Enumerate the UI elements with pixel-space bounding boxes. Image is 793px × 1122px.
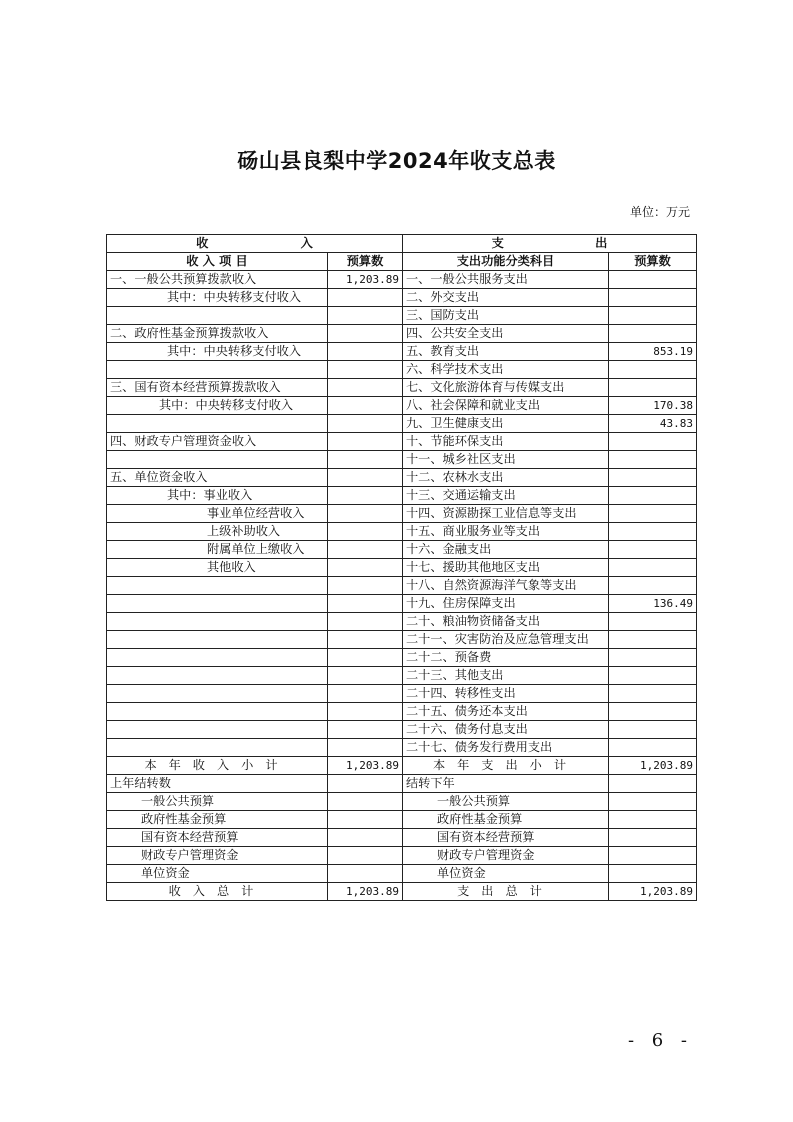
- expense-item: 十二、农林水支出: [403, 469, 609, 487]
- table-row: [107, 325, 697, 343]
- table-row: [107, 487, 697, 505]
- income-item: [107, 703, 328, 721]
- expense-amount: [609, 739, 697, 757]
- income-amount: [328, 631, 403, 649]
- expense-amount: [609, 541, 697, 559]
- expense-item: 十八、自然资源海洋气象等支出: [403, 577, 609, 595]
- expense-subtotal-label: 本年支出小计: [403, 757, 609, 775]
- income-item: [107, 721, 328, 739]
- income-item-header: 收 入 项 目: [107, 253, 328, 271]
- table-row: [107, 631, 697, 649]
- expense-carry-item: 财政专户管理资金: [403, 847, 609, 865]
- expense-item: 十、节能环保支出: [403, 433, 609, 451]
- expense-amount: [609, 433, 697, 451]
- income-item: 其他收入: [107, 559, 328, 577]
- expense-item: 二十六、债务付息支出: [403, 721, 609, 739]
- expense-amount: [609, 271, 697, 289]
- income-carry-amount: [328, 793, 403, 811]
- expense-item: 二十四、转移性支出: [403, 685, 609, 703]
- income-item: [107, 613, 328, 631]
- income-budget-header: 预算数: [328, 253, 403, 271]
- expense-item: 二、外交支出: [403, 289, 609, 307]
- income-amount: [328, 415, 403, 433]
- income-amount: 1,203.89: [328, 271, 403, 289]
- income-carry-item: 政府性基金预算: [107, 811, 328, 829]
- income-item: [107, 451, 328, 469]
- income-carry-amount: [328, 847, 403, 865]
- income-amount: [328, 505, 403, 523]
- carry-row: [107, 793, 697, 811]
- expense-item: 十九、住房保障支出: [403, 595, 609, 613]
- expense-amount: [609, 631, 697, 649]
- expense-amount: [609, 505, 697, 523]
- income-item: [107, 577, 328, 595]
- income-amount: [328, 667, 403, 685]
- expense-item: 九、卫生健康支出: [403, 415, 609, 433]
- expense-item: 二十一、灾害防治及应急管理支出: [403, 631, 609, 649]
- expense-carry-amount: [609, 811, 697, 829]
- total-row: [107, 883, 697, 901]
- table-row: [107, 523, 697, 541]
- income-total-label: 收入总计: [107, 883, 328, 901]
- income-item: [107, 595, 328, 613]
- income-amount: [328, 541, 403, 559]
- income-carry-amount: [328, 829, 403, 847]
- expense-carry-item: 政府性基金预算: [403, 811, 609, 829]
- header-row-2: [107, 253, 697, 271]
- table-row: [107, 415, 697, 433]
- income-header: [107, 235, 403, 253]
- income-amount: [328, 397, 403, 415]
- carry-row: [107, 865, 697, 883]
- expense-carry-head-amount: [609, 775, 697, 793]
- income-amount: [328, 613, 403, 631]
- table-row: [107, 703, 697, 721]
- expense-carry-amount: [609, 865, 697, 883]
- income-item: 其中：中央转移支付收入: [107, 289, 328, 307]
- table-row: [107, 451, 697, 469]
- income-amount: [328, 649, 403, 667]
- expense-header-right: 出: [595, 236, 608, 250]
- carry-head-row: [107, 775, 697, 793]
- table-row: [107, 469, 697, 487]
- expense-item: 五、教育支出: [403, 343, 609, 361]
- income-item: 其中：中央转移支付收入: [107, 343, 328, 361]
- income-carry-amount: [328, 865, 403, 883]
- income-header-left: 收: [196, 236, 209, 250]
- expense-item: 四、公共安全支出: [403, 325, 609, 343]
- expense-amount: 170.38: [609, 397, 697, 415]
- income-item: [107, 631, 328, 649]
- income-amount: [328, 559, 403, 577]
- income-item: [107, 361, 328, 379]
- expense-item: 二十五、债务还本支出: [403, 703, 609, 721]
- table-row: [107, 577, 697, 595]
- expense-amount: [609, 523, 697, 541]
- expense-amount: [609, 307, 697, 325]
- income-subtotal-label: 本年收入小计: [107, 757, 328, 775]
- expense-item: 二十三、其他支出: [403, 667, 609, 685]
- table-row: [107, 271, 697, 289]
- expense-amount: [609, 577, 697, 595]
- expense-item: 二十二、预备费: [403, 649, 609, 667]
- unit-label: 单位：万元: [629, 205, 690, 219]
- expense-carry-item: 单位资金: [403, 865, 609, 883]
- carry-row: [107, 847, 697, 865]
- expense-amount: 853.19: [609, 343, 697, 361]
- income-amount: [328, 703, 403, 721]
- expense-subtotal-amount: 1,203.89: [609, 757, 697, 775]
- table-row: [107, 379, 697, 397]
- income-item: 附属单位上缴收入: [107, 541, 328, 559]
- header-row-1: [107, 235, 697, 253]
- table-row: [107, 361, 697, 379]
- expense-item: 十五、商业服务业等支出: [403, 523, 609, 541]
- expense-carry-amount: [609, 847, 697, 865]
- table-row: [107, 397, 697, 415]
- income-item: 四、财政专户管理资金收入: [107, 433, 328, 451]
- expense-amount: [609, 289, 697, 307]
- expense-amount: [609, 613, 697, 631]
- income-carry-head: 上年结转数: [107, 775, 328, 793]
- expense-item: 十六、金融支出: [403, 541, 609, 559]
- carry-row: [107, 829, 697, 847]
- expense-header: [403, 235, 697, 253]
- table-row: [107, 289, 697, 307]
- expense-item: 十一、城乡社区支出: [403, 451, 609, 469]
- expense-item: 七、文化旅游体育与传媒支出: [403, 379, 609, 397]
- table-row: [107, 613, 697, 631]
- income-amount: [328, 379, 403, 397]
- expense-amount: [609, 379, 697, 397]
- income-item: 二、政府性基金预算拨款收入: [107, 325, 328, 343]
- expense-total-label: 支出总计: [403, 883, 609, 901]
- subtotal-row: [107, 757, 697, 775]
- income-subtotal-amount: 1,203.89: [328, 757, 403, 775]
- income-amount: [328, 325, 403, 343]
- income-item: [107, 415, 328, 433]
- table-row: [107, 541, 697, 559]
- income-item: 事业单位经营收入: [107, 505, 328, 523]
- income-amount: [328, 721, 403, 739]
- income-carry-head-amount: [328, 775, 403, 793]
- expense-item: 十七、援助其他地区支出: [403, 559, 609, 577]
- table-row: [107, 721, 697, 739]
- income-item: [107, 649, 328, 667]
- expense-item: 二十、粮油物资储备支出: [403, 613, 609, 631]
- expense-budget-header: 预算数: [609, 253, 697, 271]
- income-amount: [328, 577, 403, 595]
- expense-carry-item: 国有资本经营预算: [403, 829, 609, 847]
- expense-amount: 136.49: [609, 595, 697, 613]
- table-row: [107, 559, 697, 577]
- expense-amount: [609, 685, 697, 703]
- table-row: [107, 433, 697, 451]
- income-amount: [328, 361, 403, 379]
- carry-row: [107, 811, 697, 829]
- income-amount: [328, 289, 403, 307]
- expense-amount: [609, 451, 697, 469]
- income-amount: [328, 469, 403, 487]
- income-item: 五、单位资金收入: [107, 469, 328, 487]
- expense-amount: [609, 361, 697, 379]
- expense-item: 二十七、债务发行费用支出: [403, 739, 609, 757]
- table-row: [107, 307, 697, 325]
- income-carry-item: 财政专户管理资金: [107, 847, 328, 865]
- income-amount: [328, 595, 403, 613]
- expense-amount: [609, 667, 697, 685]
- expense-amount: [609, 469, 697, 487]
- income-amount: [328, 451, 403, 469]
- expense-carry-amount: [609, 829, 697, 847]
- expense-carry-amount: [609, 793, 697, 811]
- expense-item-header: 支出功能分类科目: [403, 253, 609, 271]
- expense-total-amount: 1,203.89: [609, 883, 697, 901]
- income-amount: [328, 343, 403, 361]
- expense-item: 一、一般公共服务支出: [403, 271, 609, 289]
- expense-amount: [609, 649, 697, 667]
- income-item: 一、一般公共预算拨款收入: [107, 271, 328, 289]
- table-row: [107, 343, 697, 361]
- expense-header-left: 支: [491, 236, 504, 250]
- table-row: [107, 667, 697, 685]
- income-total-amount: 1,203.89: [328, 883, 403, 901]
- table-row: [107, 739, 697, 757]
- page-number: - 6 -: [627, 1030, 693, 1051]
- expense-amount: [609, 325, 697, 343]
- income-carry-item: 单位资金: [107, 865, 328, 883]
- table-row: [107, 685, 697, 703]
- income-amount: [328, 307, 403, 325]
- income-amount: [328, 685, 403, 703]
- income-amount: [328, 487, 403, 505]
- income-item: 其中：事业收入: [107, 487, 328, 505]
- income-item: [107, 667, 328, 685]
- expense-item: 三、国防支出: [403, 307, 609, 325]
- expense-item: 八、社会保障和就业支出: [403, 397, 609, 415]
- table-row: [107, 649, 697, 667]
- expense-item: 十三、交通运输支出: [403, 487, 609, 505]
- income-carry-item: 一般公共预算: [107, 793, 328, 811]
- income-amount: [328, 433, 403, 451]
- income-carry-item: 国有资本经营预算: [107, 829, 328, 847]
- budget-table: [106, 234, 697, 901]
- income-item: 上级补助收入: [107, 523, 328, 541]
- income-item: 三、国有资本经营预算拨款收入: [107, 379, 328, 397]
- expense-item: 十四、资源勘探工业信息等支出: [403, 505, 609, 523]
- income-item: [107, 685, 328, 703]
- expense-amount: [609, 559, 697, 577]
- expense-amount: [609, 703, 697, 721]
- expense-amount: [609, 721, 697, 739]
- income-amount: [328, 523, 403, 541]
- income-header-right: 入: [300, 236, 313, 250]
- expense-amount: [609, 487, 697, 505]
- income-item: [107, 739, 328, 757]
- income-item: [107, 307, 328, 325]
- table-row: [107, 505, 697, 523]
- income-amount: [328, 739, 403, 757]
- expense-item: 六、科学技术支出: [403, 361, 609, 379]
- income-carry-amount: [328, 811, 403, 829]
- income-item: 其中：中央转移支付收入: [107, 397, 328, 415]
- table-row: [107, 595, 697, 613]
- expense-carry-item: 一般公共预算: [403, 793, 609, 811]
- page-title: 砀山县良梨中学2024年收支总表: [237, 149, 556, 173]
- expense-amount: 43.83: [609, 415, 697, 433]
- expense-carry-head: 结转下年: [403, 775, 609, 793]
